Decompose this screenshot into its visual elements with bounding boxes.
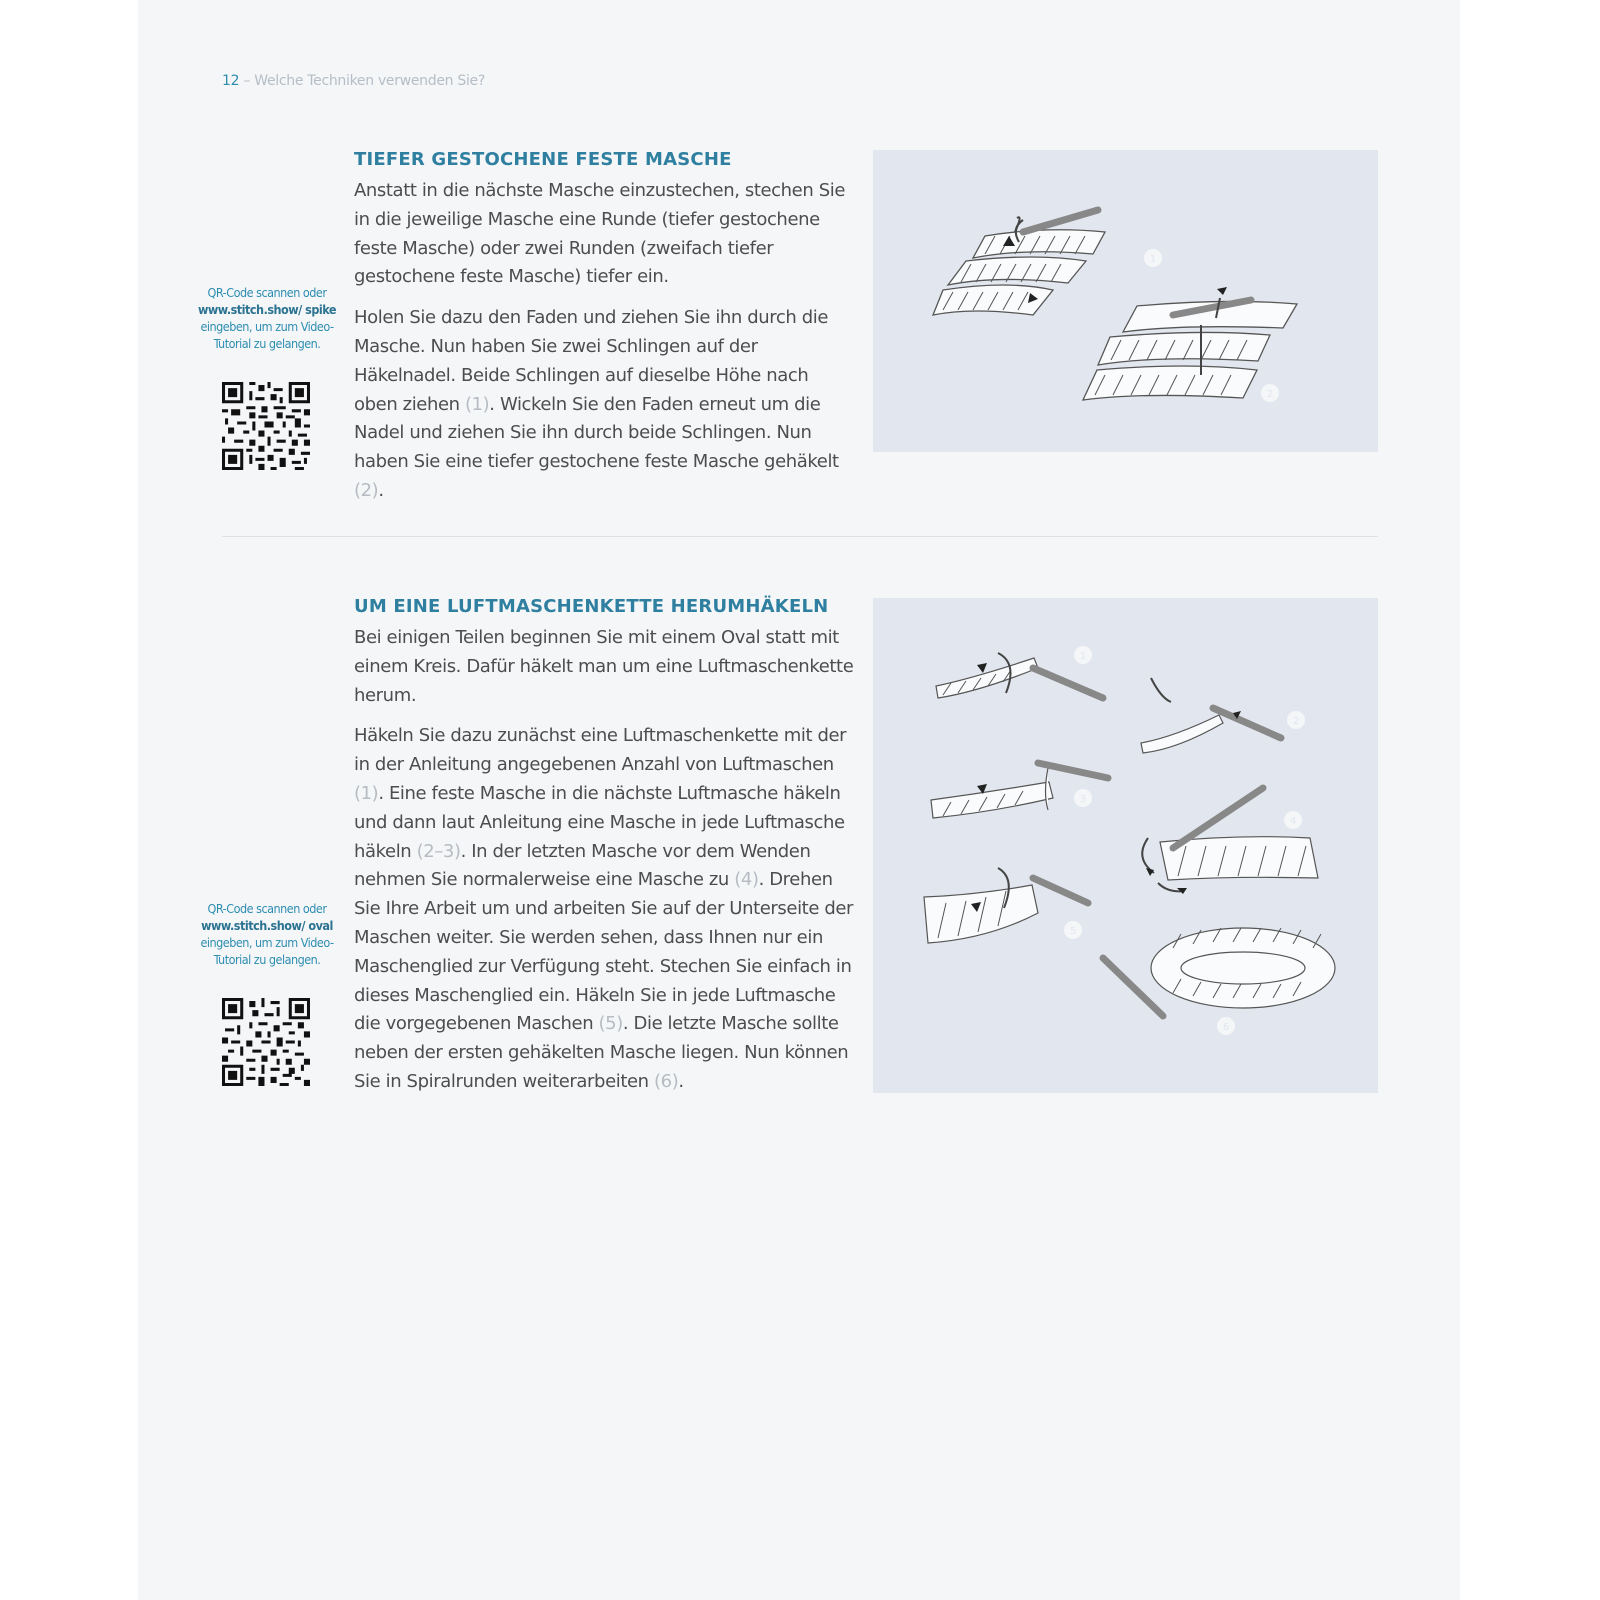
paragraph: Holen Sie dazu den Faden und ziehen Sie ihn durch die Masche. Nun haben Sie zwei Schlingen auf der Häkelnadel. Beide Schlingen auf dieselbe Höhe nach oben ziehen (1). Wickeln Sie den Faden erneut um die Nadel und ziehen Sie ihn durch beide Schlingen. Nun haben Sie eine tiefer gestochene feste Masche gehäkelt (2). [354, 307, 839, 501]
section-title-spike: TIEFER GESTOCHENE FESTE MASCHE [354, 149, 732, 170]
qr-caption-oval: QR-Code scannen oder www.stitch.show/ oval eingeben, um zum Video-Tutorial zu gelangen. [200, 901, 334, 967]
svg-text:5: 5 [1069, 926, 1077, 937]
svg-text:2: 2 [1292, 716, 1300, 727]
svg-text:1: 1 [1079, 651, 1087, 662]
illustration-spike-stitch [873, 150, 1378, 452]
svg-text:4: 4 [1289, 816, 1297, 827]
svg-text:2: 2 [1266, 389, 1274, 400]
video-link[interactable]: www.stitch.show/ spike [197, 302, 337, 317]
running-head [222, 73, 485, 89]
section-body-oval [354, 624, 854, 1109]
figure-reference: (1) [354, 782, 379, 804]
figure-reference: (1) [464, 393, 490, 415]
video-link[interactable]: www.stitch.show/ oval [201, 918, 333, 933]
chapter-title: – Welche Techniken verwenden Sie? [239, 73, 485, 89]
figure-reference: (2) [354, 479, 379, 501]
figure-reference: (4) [734, 869, 759, 891]
section-divider [222, 536, 1378, 537]
page-number: 12 [222, 73, 240, 89]
illustration-oval-stitch [873, 598, 1378, 1093]
section-title-oval: UM EINE LUFTMASCHENKETTE HERUMHÄKELN [354, 596, 829, 617]
figure-spike-stitch [873, 150, 1378, 452]
svg-text:6: 6 [1222, 1022, 1230, 1033]
figure-reference: (2–3) [416, 840, 461, 862]
qr-code-icon[interactable] [222, 382, 310, 470]
figure-reference: (6) [654, 1070, 679, 1092]
paragraph: Bei einigen Teilen beginnen Sie mit einem Oval statt mit einem Kreis. Dafür häkelt man um eine Luftmaschenkette herum. [354, 627, 854, 706]
paragraph: Anstatt in die nächste Masche einzustechen, stechen Sie in die jeweilige Masche eine Runde (tiefer gestochene feste Masche) oder zwei Runden (zweifach tiefer gestochene feste Masche) tiefer ein. [354, 180, 845, 288]
svg-text:1: 1 [1149, 254, 1157, 265]
qr-code-icon[interactable] [222, 998, 310, 1086]
figure-oval-stitch [873, 598, 1378, 1093]
figure-reference: (5) [598, 1013, 623, 1035]
section-body-spike [354, 177, 854, 518]
paragraph: Häkeln Sie dazu zunächst eine Luftmaschenkette mit der in der Anleitung angegebenen Anzahl von Luftmaschen (1). Eine feste Masche in die nächste Luftmasche häkeln und dann laut Anleitung eine Masche in jede Luftmasche häkeln (2–3). In der letzten Masche vor dem Wenden nehmen Sie normalerweise eine Masche zu (4). Drehen Sie Ihre Arbeit um und arbeiten Sie auf der Unterseite der Maschen weiter. Sie werden sehen, dass Ihnen nur ein Maschenglied zur Verfügung steht. Stechen Sie einfach in dieses Maschenglied ein. Häkeln Sie in jede Luftmasche die vorgegebenen Maschen (5). Die letzte Masche sollte neben der ersten gehäkelten Masche liegen. Nun können Sie in Spiralrunden weiterarbeiten (6). [354, 725, 854, 1092]
svg-text:3: 3 [1079, 794, 1087, 805]
qr-caption-spike: QR-Code scannen oder www.stitch.show/ spike eingeben, um zum Video-Tutorial zu gelangen. [197, 285, 337, 351]
